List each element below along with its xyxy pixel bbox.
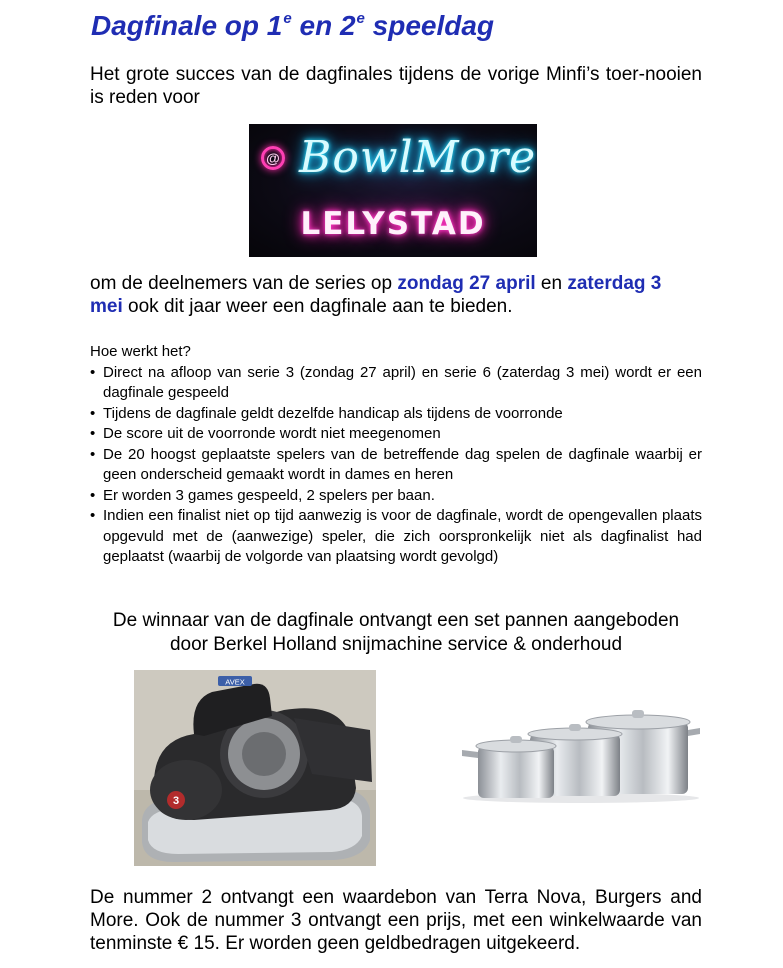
slicer-brand-label: AVEX (225, 677, 245, 687)
list-item: • De 20 hoogst geplaatste spelers van de betreffende dag spelen de dagfinale waarbij er geen onderscheid gemaakt wordt in dames en heren (90, 445, 702, 486)
prize-announcement (90, 609, 702, 657)
pans-photo (456, 700, 702, 804)
bowlmore-logo (249, 124, 537, 257)
meat-slicer-image (134, 670, 376, 866)
logo-wordmark: BowlMore (299, 132, 537, 183)
list-item: • Indien een finalist niet op tijd aanwezig is voor de dagfinale, wordt de opengevallen plaats opgevuld met de (aanwezige) speler, die zich oorspronkelijk niet als dagfinalist had geplaatst (waarbij de volgorde van plaatsing wordt gevolgd) (90, 506, 702, 568)
date-highlight: zondag 27 april (397, 273, 536, 294)
rules-list (90, 363, 702, 568)
prize-line: De winnaar van de dagfinale ontvangt een set pannen aangeboden (112, 610, 680, 631)
list-item: • Direct na afloop van serie 3 (zondag 27 april) en serie 6 (zaterdag 3 mei) wordt er een dagfinale gespeeld (90, 363, 702, 404)
list-item: • De score uit de voorronde wordt niet meegenomen (90, 424, 702, 445)
date-highlight: zaterdag 3 mei (90, 273, 662, 317)
slicer-badge: 3 (172, 795, 180, 807)
page-title: Dagfinale op 1e en 2e speeldag (91, 10, 495, 41)
slicer-photo (134, 670, 376, 866)
logo-city: LELYSTAD (300, 206, 486, 242)
at-sign-icon: @ (261, 146, 285, 170)
how-it-works (90, 342, 702, 568)
cookware-set-image (456, 700, 702, 804)
how-heading: Hoe werkt het? (90, 343, 191, 360)
dates-paragraph: om de deelnemers van de series op zondag 27 april en zaterdag 3 mei ook dit jaar weer een dagfinale aan te bieden. (90, 273, 662, 317)
intro-paragraph: Het grote succes van de dagfinales tijdens de vorige Minfi’s toer-nooien is reden voor (90, 64, 702, 108)
list-item: • Er worden 3 games gespeeld, 2 spelers per baan. (90, 486, 702, 507)
prize-line: door Berkel Holland snijmachine service & onderhoud (169, 634, 623, 655)
footer-paragraph: De nummer 2 ontvangt een waardebon van Terra Nova, Burgers and More. Ook de nummer 3 ontvangt een prijs, met een winkelwaarde van tenminste € 15. Er worden geen geldbedragen uitgekeerd. (90, 887, 702, 954)
list-item: • Tijdens de dagfinale geldt dezelfde handicap als tijdens de voorronde (90, 404, 702, 425)
